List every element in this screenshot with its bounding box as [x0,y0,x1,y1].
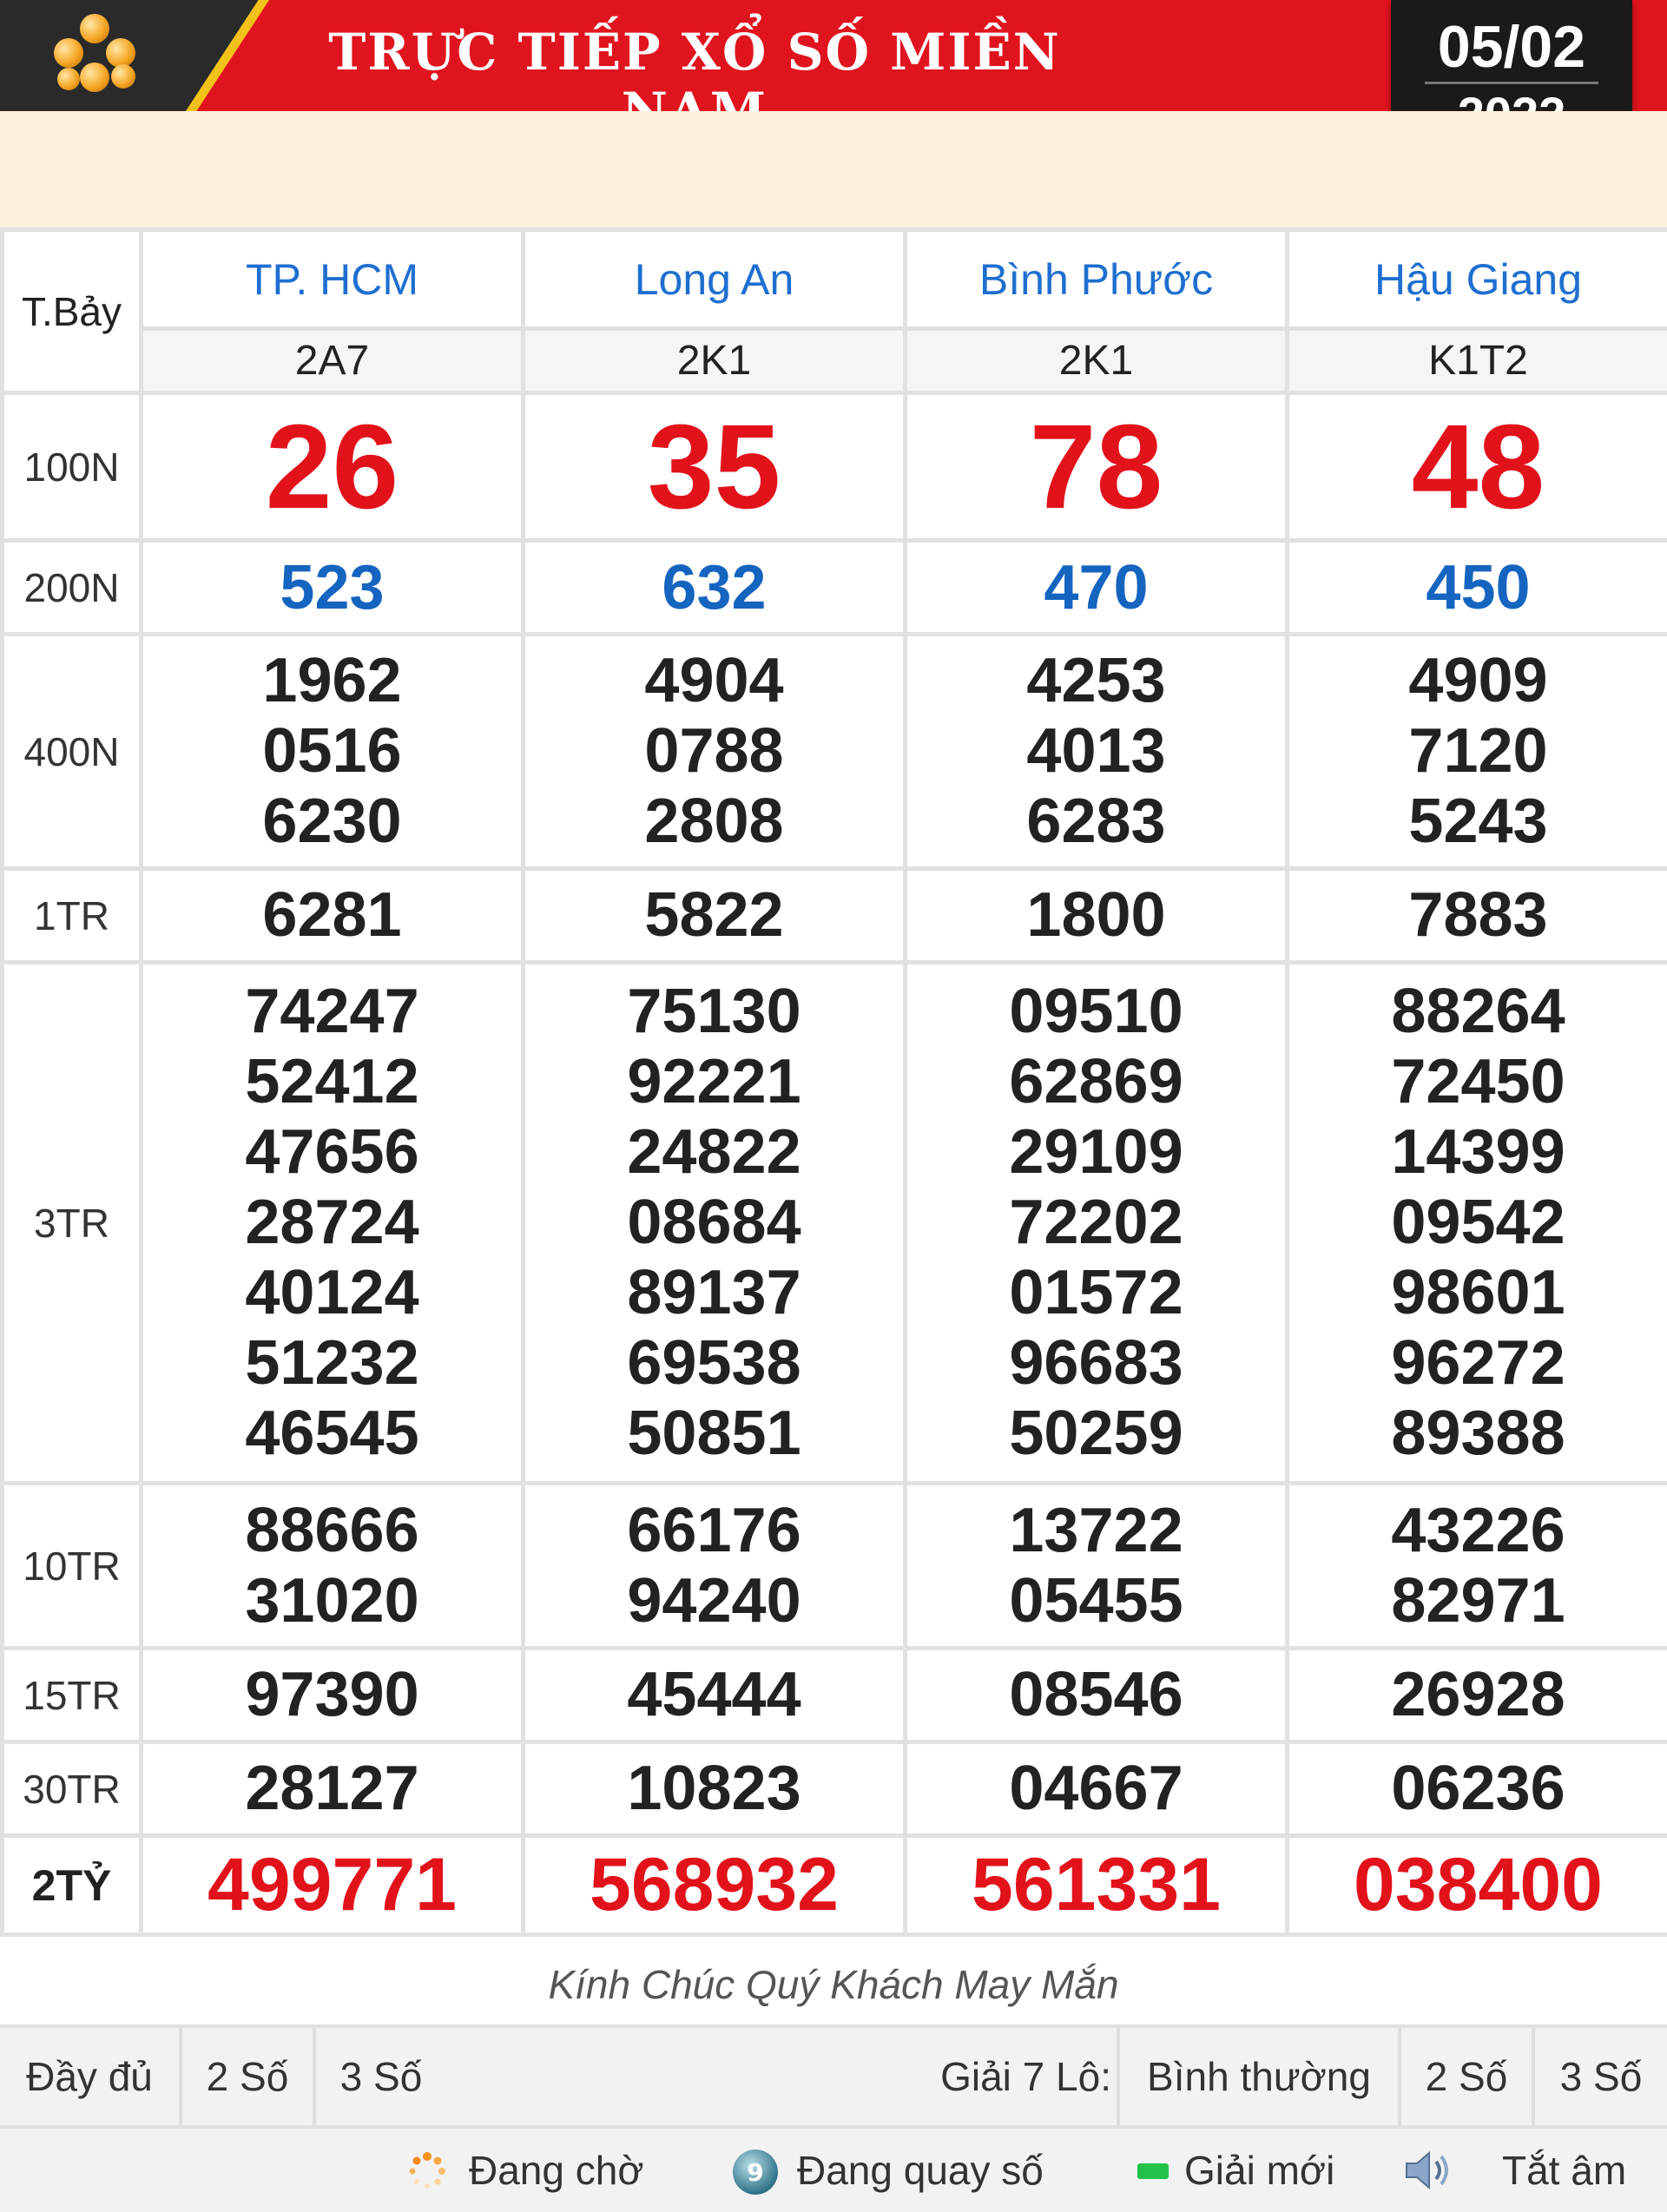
prize-cell [524,1836,906,1935]
prize-row [3,1742,1667,1836]
prize-number: 13722 [1009,1495,1183,1565]
speaker-icon[interactable] [1403,2146,1457,2195]
prize-cell [142,963,524,1484]
prize-label: 15TR [3,1649,142,1742]
prize-number: 62869 [1009,1047,1183,1116]
prize-number: 450 [1426,552,1531,622]
prize-cell [142,635,524,869]
prize-number: 50259 [1009,1399,1183,1468]
prize-number: 4909 [1408,646,1548,715]
page-title: TRỰC TIẾP XỔ SỐ MIỀN [328,23,1061,82]
prize-number: 69538 [627,1328,801,1398]
prize-label: 200N [3,541,142,635]
province-name[interactable]: TP. HCM [142,230,524,329]
prize-number: 51232 [245,1328,419,1398]
prize-number: 568932 [590,1843,839,1926]
prize-cell [142,1742,524,1836]
prize-number: 47656 [245,1117,419,1187]
results-table [0,227,1667,1937]
status-spinning: Đang quay số [797,2148,1044,2193]
prize-number: 1800 [1026,880,1166,950]
prize-label: 100N [3,393,142,541]
prize-number: 78 [1029,399,1163,534]
prize-cell [1288,869,1667,963]
prize-cell [906,541,1288,635]
prize-number: 72450 [1391,1047,1565,1116]
prize-label: 30TR [3,1742,142,1836]
prize-number: 88264 [1391,977,1565,1046]
prize-number: 26 [265,399,399,534]
prize-number: 10823 [627,1754,801,1823]
g7-option-normal[interactable]: Bình thường [1147,2054,1371,2099]
prize-row [3,1649,1667,1742]
prize-number: 0788 [644,716,784,786]
prize-row [3,1484,1667,1649]
prize-number: 28127 [245,1754,419,1823]
prize-number: 2808 [644,787,784,856]
prize-cell [142,1484,524,1649]
prize-cell [906,393,1288,541]
prize-cell [524,1649,906,1742]
option-three-digits[interactable]: 3 Số [339,2054,423,2099]
loading-spinner-icon [406,2151,448,2193]
prize-cell [142,541,524,635]
prize-number: 72202 [1009,1188,1183,1257]
option-full[interactable]: Đầy đủ [26,2054,153,2099]
prize-row [3,1836,1667,1935]
prize-number: 7883 [1408,880,1548,950]
prize-cell [524,393,906,541]
prize-cell [906,869,1288,963]
prize-cell [906,963,1288,1484]
prize-cell [1288,393,1667,541]
g7-label: Giải 7 Lô: [940,2054,1111,2099]
prize-number: 97390 [245,1660,419,1729]
prize-number: 0516 [262,716,402,786]
prize-cell [1288,1836,1667,1935]
date-day: 05/02 [1437,14,1586,80]
prize-row [3,541,1667,635]
prize-label: 400N [3,635,142,869]
prize-cell [906,1836,1288,1935]
prize-number: 26928 [1391,1660,1565,1729]
prize-label: 1TR [3,869,142,963]
prize-number: 6230 [262,787,402,856]
prize-row [3,393,1667,541]
new-prize-indicator-icon [1137,2163,1169,2179]
prize-number: 75130 [627,977,801,1046]
prize-number: 28724 [245,1188,419,1257]
prize-number: 35 [647,399,781,534]
status-new-prize: Giải mới [1184,2148,1335,2193]
prize-cell [524,963,906,1484]
prize-cell [906,1484,1288,1649]
prize-cell [1288,541,1667,635]
prize-number: 88666 [245,1495,419,1565]
g7-option-two-digits[interactable]: 2 Số [1425,2054,1508,2099]
prize-cell [906,1649,1288,1742]
prize-number: 05455 [1009,1565,1183,1636]
province-name[interactable]: Bình Phước [906,230,1288,329]
prize-number: 1962 [262,646,402,715]
prize-cell [524,1484,906,1649]
prize-cell [142,1836,524,1935]
prize-number: 06236 [1391,1754,1565,1823]
prize-number: 470 [1044,552,1149,622]
prize-number: 523 [280,552,385,622]
prize-cell [524,635,906,869]
prize-number: 632 [662,552,767,622]
prize-number: 561331 [972,1843,1221,1926]
prize-row [3,635,1667,869]
mute-toggle[interactable]: Tắt âm [1502,2148,1627,2193]
province-name[interactable]: Long An [524,230,906,329]
prize-cell [1288,1649,1667,1742]
prize-number: 08546 [1009,1660,1183,1729]
prize-number: 499771 [208,1843,457,1926]
prize-cell [142,869,524,963]
prize-label: 2TỶ [3,1836,142,1935]
prize-number: 04667 [1009,1754,1183,1823]
prize-number: 43226 [1391,1495,1565,1565]
prize-number: 4904 [644,646,784,715]
prize-cell [906,1742,1288,1836]
prize-number: 14399 [1391,1117,1565,1187]
prize-number: 6281 [262,880,402,950]
province-name[interactable]: Hậu Giang [1288,230,1667,329]
prize-number: 09542 [1391,1188,1565,1257]
prize-cell [524,541,906,635]
prize-number: 038400 [1354,1843,1603,1926]
prize-label: 3TR [3,963,142,1484]
prize-number: 5243 [1408,787,1548,856]
prize-number: 08684 [627,1188,801,1257]
prize-number: 40124 [245,1258,419,1327]
prize-number: 45444 [627,1660,801,1729]
ticket-code: 2K1 [524,329,906,393]
prize-label: 10TR [3,1484,142,1649]
prize-number: 46545 [245,1399,419,1468]
svg-text:9: 9 [747,2158,764,2187]
prize-number: 6283 [1026,787,1166,856]
prize-number: 66176 [627,1495,801,1565]
spinning-ball-icon [731,2148,780,2196]
prize-cell [142,1649,524,1742]
display-options-bar [0,2024,1667,2129]
prize-cell [1288,963,1667,1484]
lottery-balls-logo-icon [54,14,149,101]
good-luck-message: Kính Chúc Quý Khách May Mắn [0,1945,1667,2024]
prize-row [3,963,1667,1484]
prize-cell [1288,1742,1667,1836]
prize-number: 09510 [1009,977,1183,1046]
prize-number: 52412 [245,1047,419,1116]
prize-number: 94240 [627,1565,801,1636]
prize-number: 5822 [644,880,784,950]
prize-number: 96683 [1009,1328,1183,1398]
prize-number: 4013 [1026,716,1166,786]
prize-number: 01572 [1009,1258,1183,1327]
prize-number: 7120 [1408,716,1548,786]
prize-number: 24822 [627,1117,801,1187]
prize-number: 4253 [1026,646,1166,715]
ticket-code: 2K1 [906,329,1288,393]
g7-option-three-digits[interactable]: 3 Số [1559,2054,1643,2099]
prize-number: 31020 [245,1565,419,1636]
ticket-code: 2A7 [142,329,524,393]
prize-cell [1288,1484,1667,1649]
prize-number: 92221 [627,1047,801,1116]
prize-number: 74247 [245,977,419,1046]
option-two-digits[interactable]: 2 Số [206,2054,289,2099]
day-label: T.Bảy [3,230,142,393]
prize-number: 50851 [627,1399,801,1468]
prize-number: 29109 [1009,1117,1183,1187]
subheader-band [0,111,1667,227]
prize-number: 89388 [1391,1399,1565,1468]
prize-cell [524,1742,906,1836]
ticket-code: K1T2 [1288,329,1667,393]
prize-cell [524,869,906,963]
prize-number: 89137 [627,1258,801,1327]
prize-cell [906,635,1288,869]
prize-number: 96272 [1391,1328,1565,1398]
status-legend-bar [0,2129,1667,2212]
date-divider [1425,82,1598,84]
prize-cell [142,393,524,541]
status-waiting: Đang chờ [469,2148,644,2193]
prize-number: 98601 [1391,1258,1565,1327]
prize-cell [1288,635,1667,869]
prize-number: 48 [1411,399,1545,534]
prize-number: 82971 [1391,1565,1565,1636]
prize-row [3,869,1667,963]
